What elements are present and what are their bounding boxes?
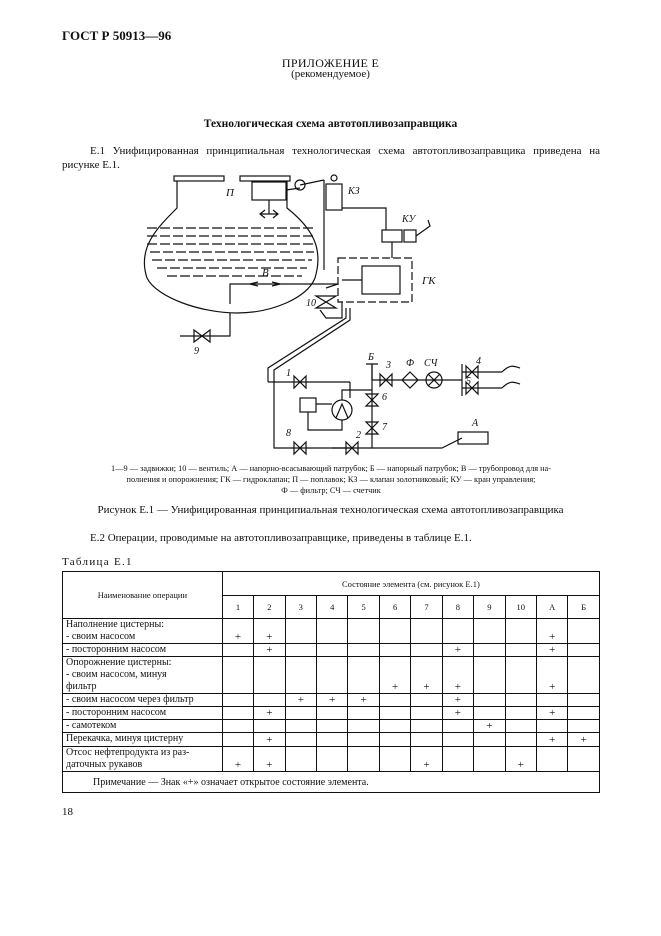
row-group-fill: Наполнение цистерны: xyxy=(66,619,164,630)
label-7: 7 xyxy=(382,422,387,433)
table-row xyxy=(63,694,600,707)
label-1: 1 xyxy=(286,368,291,379)
paragraph-e2: Е.2 Операции, проводимые на автотопливозаправщике, приведены в таблице Е.1. xyxy=(90,532,472,544)
row-label xyxy=(63,657,223,694)
section-title: Технологическая схема автотопливозаправщика xyxy=(203,118,458,130)
col-6: 6 xyxy=(379,596,410,619)
cell-mark: + xyxy=(254,644,285,657)
col-3: 3 xyxy=(285,596,316,619)
col-b: Б xyxy=(568,596,600,619)
main-pipe xyxy=(268,308,346,382)
table-row xyxy=(63,657,600,694)
label-10: 10 xyxy=(306,298,316,309)
table-title: Таблица Е.1 xyxy=(62,556,133,568)
valve-kz xyxy=(326,184,342,210)
cell-mark: + xyxy=(254,733,285,747)
appendix-subtitle: (рекомендуемое) xyxy=(291,68,370,80)
label-5: 5 xyxy=(466,376,471,387)
row-fill-own: - своим насосом xyxy=(66,631,136,642)
table-note-row xyxy=(63,772,600,793)
cell-mark: + xyxy=(285,694,316,707)
col-5: 5 xyxy=(348,596,379,619)
paragraph-e1: Е.1 Унифицированная принципиальная технологическая схема автотопливозаправщика приведена на рисунке Е.1. xyxy=(62,145,600,171)
cell-mark: + xyxy=(222,619,253,644)
cell-mark: + xyxy=(536,619,567,644)
outlet-b xyxy=(366,364,378,380)
col-8: 8 xyxy=(442,596,473,619)
nozzle-a xyxy=(458,432,488,444)
label-8: 8 xyxy=(286,428,291,439)
figure-legend xyxy=(62,463,600,496)
table-note: Примечание — Знак «+» означает открытое состояние элемента. xyxy=(63,772,600,793)
operations-table xyxy=(62,571,600,793)
legend-line-2: полнения и опорожнения; ГК — гидроклапан; П — поплавок; КЗ — клапан золотниковый; КУ — кран управления; xyxy=(126,475,536,484)
legend-line-3: Ф — фильтр; СЧ — счетчик xyxy=(281,486,381,495)
col-10: 10 xyxy=(505,596,536,619)
col-2: 2 xyxy=(254,596,285,619)
table-row xyxy=(63,720,600,733)
col-header-state: Состояние элемента (см. рисунок Е.1) xyxy=(222,572,599,596)
row-label xyxy=(63,747,223,772)
label-v: В xyxy=(262,267,269,279)
row-empty-filter: - своим насосом через фильтр xyxy=(63,694,223,707)
label-2: 2 xyxy=(356,430,361,441)
row-fill-ext: - посторонним насосом xyxy=(63,644,223,657)
valve-10 xyxy=(316,296,336,308)
row-empty-ext: - посторонним насосом xyxy=(63,707,223,720)
legend-line-1: 1—9 — задвижки; 10 — вентиль; А — напорно-всасывающий патрубок; Б — напорный патрубок; В — трубопровод для на- xyxy=(111,464,551,473)
cell-mark: + xyxy=(505,747,536,772)
row-empty-bypass-line1: - своим насосом, минуя xyxy=(66,669,167,680)
label-4: 4 xyxy=(476,356,481,367)
cell-mark: + xyxy=(348,694,379,707)
cell-mark: + xyxy=(536,733,567,747)
document-header: ГОСТ Р 50913—96 xyxy=(62,28,172,43)
cell-mark: + xyxy=(411,747,442,772)
row-dispense-line2: даточных рукавов xyxy=(66,759,143,770)
label-b: Б xyxy=(368,352,374,363)
cell-mark: + xyxy=(474,720,505,733)
drain-pipe xyxy=(180,313,230,336)
col-4: 4 xyxy=(317,596,348,619)
process-diagram xyxy=(62,168,600,460)
float-p xyxy=(252,180,324,218)
cell-mark: + xyxy=(442,657,473,694)
col-1: 1 xyxy=(222,596,253,619)
row-empty-gravity: - самотеком xyxy=(63,720,223,733)
row-empty-bypass-line2: фильтр xyxy=(66,681,97,692)
col-9: 9 xyxy=(474,596,505,619)
figure-caption: Рисунок Е.1 — Унифицированная принципиальная технологическая схема автотопливозаправщика xyxy=(97,504,564,516)
cell-mark: + xyxy=(254,747,285,772)
row-dispense-line1: Отсос нефтепродукта из раз- xyxy=(66,747,190,758)
cell-mark: + xyxy=(379,657,410,694)
label-p: П xyxy=(226,187,234,199)
label-9: 9 xyxy=(194,346,199,357)
label-ku: КУ xyxy=(402,214,416,225)
label-6: 6 xyxy=(382,392,387,403)
label-kz: КЗ xyxy=(348,186,360,197)
table-row xyxy=(63,619,600,644)
table-row xyxy=(63,733,600,747)
col-header-operation: Наименование операции xyxy=(63,572,223,619)
row-label xyxy=(63,619,223,644)
cell-mark: + xyxy=(254,619,285,644)
row-pump-bypass: Перекачка, минуя цистерну xyxy=(63,733,223,747)
row-group-empty: Опорожнение цистерны: xyxy=(66,657,172,668)
cell-mark: + xyxy=(411,657,442,694)
label-a: А xyxy=(472,418,479,429)
label-sch: СЧ xyxy=(424,358,438,369)
cell-mark: + xyxy=(317,694,348,707)
cell-mark: + xyxy=(536,657,567,694)
table-row xyxy=(63,644,600,657)
cell-mark: + xyxy=(254,707,285,720)
cell-mark: + xyxy=(222,747,253,772)
label-gk: ГК xyxy=(422,275,436,287)
cell-mark: + xyxy=(568,733,600,747)
cell-mark: + xyxy=(536,644,567,657)
cell-mark: + xyxy=(536,707,567,720)
label-3: 3 xyxy=(386,360,391,371)
table-row xyxy=(63,747,600,772)
label-f: Ф xyxy=(406,358,415,369)
page-number: 18 xyxy=(62,806,73,818)
cell-mark: + xyxy=(442,644,473,657)
cell-mark: + xyxy=(442,694,473,707)
valve-kz-top xyxy=(331,175,337,181)
table-row xyxy=(63,707,600,720)
appendix-title: ПРИЛОЖЕНИЕ Е xyxy=(281,56,380,70)
cell-mark: + xyxy=(442,707,473,720)
valve-ku xyxy=(382,230,402,242)
col-a: А xyxy=(536,596,567,619)
col-7: 7 xyxy=(411,596,442,619)
pipe-v xyxy=(230,284,338,304)
